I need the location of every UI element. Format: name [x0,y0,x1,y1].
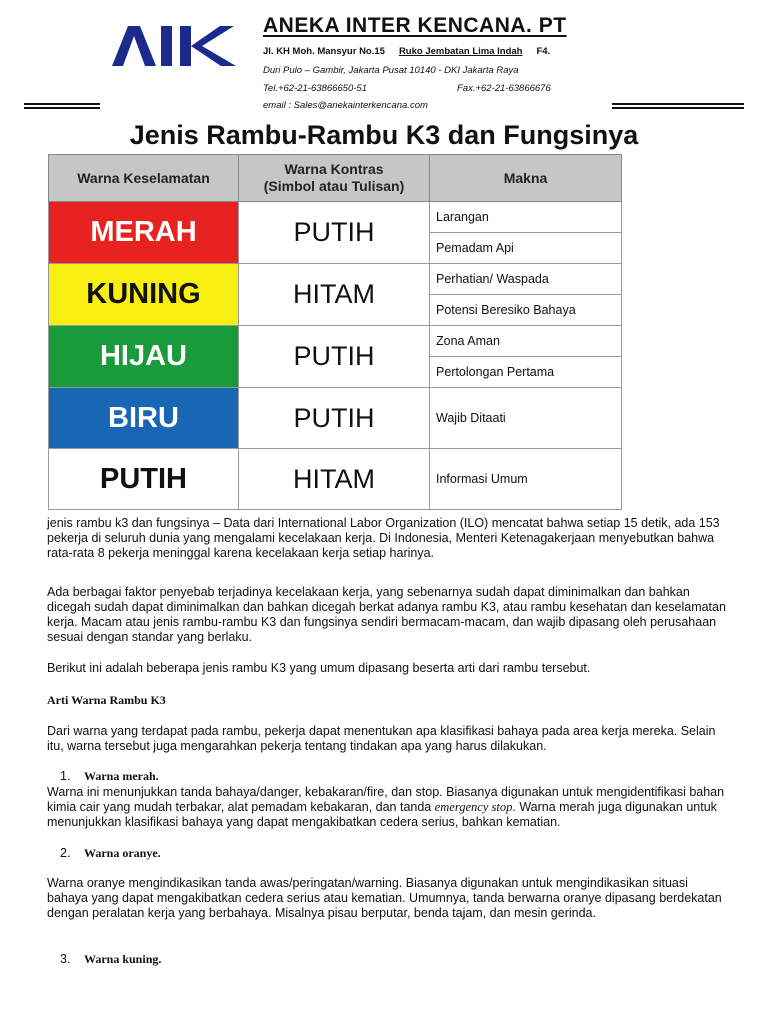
list-item-text: Warna ini menunjukkan tanda bahaya/danger, kebakaran/fire, dan stop. Biasanya digunakan untuk mengidentifikasi bahan kimia cair yang mudah terbakar, alat pemadam kebakaran, dan tanda emergency stop. Warna merah juga digunakan untuk menunjukkan klasifikasi bahaya yang dapat mengakibatkan cedera serius, bahkan kematian. [47,785,725,829]
meaning-cell: Pertolongan Pertama [430,357,622,388]
list-item-heading: 3. Warna kuning. [60,952,162,966]
meaning-cell: Informasi Umum [430,449,622,510]
contrast-color-cell: PUTIH [239,388,430,449]
meaning-cell: Perhatian/ Waspada [430,264,622,295]
company-name: ANEKA INTER KENCANA. PT [263,14,567,37]
company-phone: Tel.+62-21-63866650-51 Fax.+62-21-63866676 [263,83,551,94]
col-header-meaning: Makna [430,155,622,202]
meaning-cell: Pemadam Api [430,233,622,264]
color-meaning-paragraph: Dari warna yang terdapat pada rambu, pekerja dapat menentukan apa klasifikasi bahaya pada area kerja mereka. Selain itu, warna tersebut juga mengarahkan pekerja tentang tindakan apa yang harus dilakukan. [47,724,716,753]
header-rule-right [612,107,744,109]
list-item-text: Warna oranye mengindikasikan tanda awas/peringatan/warning. Biasanya digunakan untuk mengindikasikan situasi bahaya yang dapat mengakibatkan cedera serius atau kematian. Umumnya, tanda berwarna oranye dipasang berdekatan dengan peralatan kerja yang berbahaya. Misalnya pisau berputar, benda tajam, dan mesin gerinda. [47,876,722,920]
intro-paragraph: jenis rambu k3 dan fungsinya – Data dari International Labor Organization (ILO) mencatat bahwa setiap 15 detik, ada 153 pekerja di seluruh dunia yang mengalami kecelakaan kerja. Di Indonesia, Menteri Ketenagakerjaan menyebutkan bahwa rata-rata 8 pekerja meninggal karena kecelakaan kerja setiap harinya. [47,516,720,560]
k3-color-table [48,154,622,510]
list-item-heading: 2. Warna oranye. [60,846,161,860]
safety-color-cell: PUTIH [49,449,239,510]
safety-color-cell: HIJAU [49,326,239,388]
safety-color-cell: MERAH [49,202,239,264]
contrast-color-cell: PUTIH [239,326,430,388]
safety-color-cell: KUNING [49,264,239,326]
meaning-cell: Zona Aman [430,326,622,357]
col-header-safety-color: Warna Keselamatan [49,155,239,202]
header-rule-left [24,103,100,105]
company-email: email : Sales@anekainterkencana.com [263,100,428,111]
company-logo [112,22,242,68]
header-rule-left [24,107,100,109]
meaning-cell: Larangan [430,202,622,233]
contrast-color-cell: HITAM [239,449,430,510]
list-intro-paragraph: Berikut ini adalah beberapa jenis rambu K3 yang umum dipasang beserta arti dari rambu tersebut. [47,661,591,675]
list-item-heading: 1. Warna merah. [60,769,159,783]
meaning-cell: Wajib Ditaati [430,388,622,449]
section-heading: Arti Warna Rambu K3 [47,693,166,707]
header-rule-right [612,103,744,105]
contrast-color-cell: HITAM [239,264,430,326]
company-fax: Fax.+62-21-63866676 [457,83,551,94]
meaning-cell: Potensi Beresiko Bahaya [430,295,622,326]
safety-color-cell: BIRU [49,388,239,449]
page-title: Jenis Rambu-Rambu K3 dan Fungsinya [129,120,639,150]
company-address-city: Duri Pulo – Gambir, Jakarta Pusat 10140 - DKI Jakarta Raya [263,65,519,76]
contrast-color-cell: PUTIH [239,202,430,264]
col-header-contrast-color: Warna Kontras (Simbol atau Tulisan) [239,155,430,202]
company-address-street: Jl. KH Moh. Mansyur No.15 Ruko Jembatan Lima Indah F4. [263,46,551,57]
causes-paragraph: Ada berbagai faktor penyebab terjadinya kecelakaan kerja, yang sebenarnya sudah dapat diminimalkan dan bahkan dicegah sudah dapat diminimalkan dan bahkan dicegah berkat adanya rambu K3, atau rambu kesehatan dan keselamatan kerja. Macam atau jenis rambu-rambu K3 dan fungsinya sendiri bermacam-macam, dan wajib dipasang oleh perusahaan sesuai dengan standar yang berlaku. [47,585,726,644]
